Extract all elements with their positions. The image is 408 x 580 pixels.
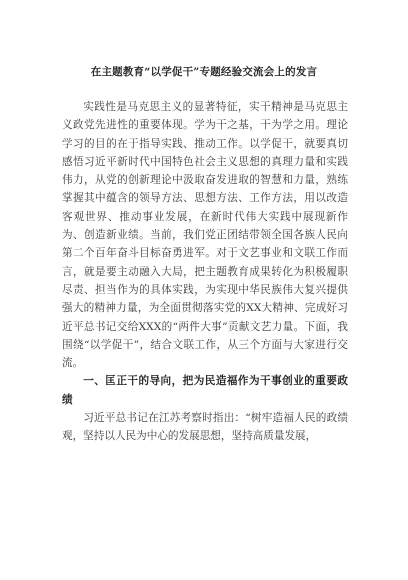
section-paragraph: 习近平总书记在江苏考察时指出：“树牢造福人民的政绩观，坚持以人民为中心的发展思想，坚持高质量发展， — [62, 412, 348, 443]
section-heading: 一、匡正干的导向，把为民造福作为干事创业的重要政绩 — [62, 375, 348, 406]
document-body — [62, 98, 348, 446]
document-title: 在主题教育“以学促干”专题经验交流会上的发言 — [90, 66, 318, 78]
body-paragraph: 实践性是马克思主义的显著特征，实干精神是马克思主义政党先进性的重要体现。学为干之基，干为学之用。理论学习的目的在于指导实践、推动工作。以学促干，就要真切感悟习近平新时代中国特色社会主义思想的真理力量和实践伟力，从党的创新理论中汲取奋发进取的智慧和力量，熟练掌握其中蕴含的领导方法、思想方法、工作方法，用以改造客观世界、推动事业发展，在新时代伟大实践中展现新作为、创造新业绩。当前，我们党正团结带领全国各族人民向第二个百年奋斗目标奋勇进军。对于文艺事业和文联工作而言，就是要主动融入大局，把主题教育成果转化为积极履职尽责、担当作为的具体实践，为实现中华民族伟大复兴提供强大的精神力量，为全面贯彻落实党的XX大精神、完成好习近平总书记交给XXX的“两件大事”贡献文艺力量。下面，我围绕“以学促干”，结合文联工作，从三个方面与大家进行交流。 — [62, 101, 348, 370]
